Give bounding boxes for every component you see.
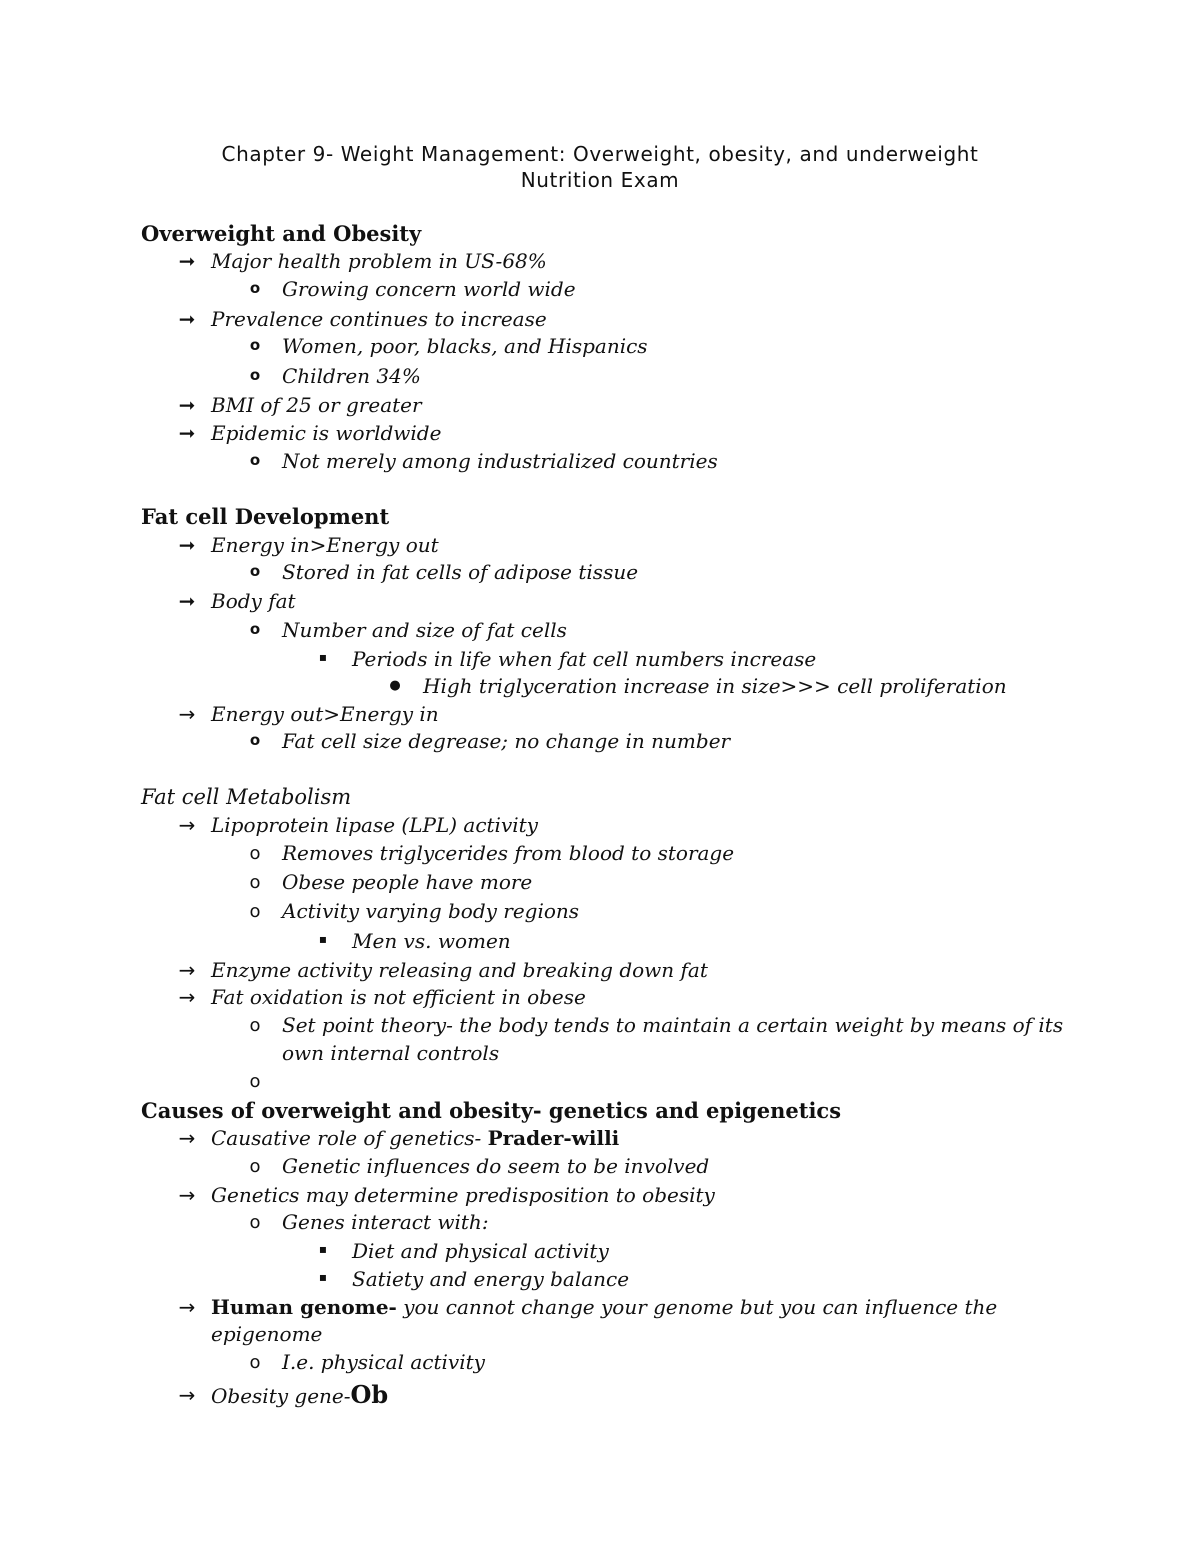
- arrow-bullet-icon: →: [178, 1183, 196, 1207]
- section-heading: Fat cell Metabolism: [141, 785, 352, 809]
- square-bullet-icon: ▪: [318, 650, 328, 664]
- list-item: Removes triglycerides from blood to storage: [282, 841, 735, 865]
- circle-bullet-icon: o: [249, 1352, 261, 1373]
- list-item: Set point theory- the body tends to maintain a certain weight by means of its: [282, 1013, 1064, 1037]
- circle-bullet-icon: o: [249, 872, 261, 893]
- arrow-bullet-icon: ➞: [178, 533, 196, 557]
- arrow-bullet-icon: →: [178, 813, 196, 837]
- list-item: Children 34%: [282, 364, 421, 388]
- circle-bullet-icon: o: [249, 1212, 261, 1233]
- ob-gene-term: Ob: [350, 1380, 389, 1409]
- arrow-bullet-icon: →: [178, 702, 196, 726]
- list-item: [211, 1380, 388, 1409]
- section-heading: Causes of overweight and obesity- genetics and epigenetics: [141, 1098, 842, 1123]
- list-item: Stored in fat cells of adipose tissue: [282, 560, 639, 584]
- list-item: Satiety and energy balance: [352, 1267, 630, 1291]
- circle-bullet-icon: o: [249, 1071, 261, 1092]
- circle-bullet-icon: o: [249, 1156, 261, 1177]
- square-bullet-icon: ▪: [318, 932, 328, 946]
- list-item: Periods in life when fat cell numbers increase: [352, 647, 817, 671]
- document-subtitle: Nutrition Exam: [520, 168, 680, 192]
- arrow-bullet-icon: →: [178, 1126, 196, 1150]
- prader-willi-term: Prader-willi: [487, 1126, 620, 1150]
- list-item: Women, poor, blacks, and Hispanics: [282, 334, 648, 358]
- list-item: BMI of 25 or greater: [211, 393, 422, 417]
- arrow-bullet-icon: ➞: [178, 393, 196, 417]
- list-item-continuation: epigenome: [211, 1322, 323, 1346]
- arrow-bullet-icon: →: [178, 958, 196, 982]
- arrow-bullet-icon: ➞: [178, 421, 196, 445]
- human-genome-term: Human genome-: [211, 1295, 397, 1319]
- circle-bullet-icon: o: [249, 620, 261, 638]
- circle-bullet-icon: o: [249, 366, 261, 384]
- square-bullet-icon: ▪: [318, 1242, 328, 1256]
- list-item: Body fat: [211, 589, 296, 613]
- list-item: Activity varying body regions: [282, 899, 580, 923]
- list-item: Lipoprotein lipase (LPL) activity: [211, 813, 538, 837]
- arrow-bullet-icon: →: [178, 1295, 196, 1319]
- list-item: Enzyme activity releasing and breaking down fat: [211, 958, 708, 982]
- list-item: Not merely among industrialized countries: [282, 449, 718, 473]
- circle-bullet-icon: o: [249, 731, 261, 749]
- list-item: Fat cell size degrease; no change in number: [282, 729, 731, 753]
- list-item: Energy out>Energy in: [211, 702, 439, 726]
- list-item: Major health problem in US-68%: [211, 249, 547, 273]
- list-item-continuation: own internal controls: [282, 1041, 500, 1065]
- arrow-bullet-icon: →: [178, 985, 196, 1009]
- list-item: Genetic influences do seem to be involved: [282, 1154, 710, 1178]
- list-item: Diet and physical activity: [352, 1239, 609, 1263]
- list-item: Prevalence continues to increase: [211, 307, 547, 331]
- list-item: Number and size of fat cells: [282, 618, 567, 642]
- circle-bullet-icon: o: [249, 336, 261, 354]
- circle-bullet-icon: o: [249, 562, 261, 580]
- list-item: I.e. physical activity: [282, 1350, 485, 1374]
- dot-bullet-icon: ●: [389, 678, 401, 693]
- list-item: High triglyceration increase in size>>> cell proliferation: [423, 674, 1007, 698]
- list-item: Obese people have more: [282, 870, 533, 894]
- arrow-bullet-icon: →: [178, 1383, 196, 1407]
- list-item-text: Obesity gene-: [211, 1384, 351, 1408]
- section-heading: Overweight and Obesity: [141, 221, 422, 246]
- list-item-text: you cannot change your genome but you can influence the: [396, 1295, 998, 1319]
- list-item: Energy in>Energy out: [211, 533, 439, 557]
- circle-bullet-icon: o: [249, 451, 261, 469]
- list-item: Fat oxidation is not efficient in obese: [211, 985, 586, 1009]
- arrow-bullet-icon: ➞: [178, 589, 196, 613]
- list-item: Epidemic is worldwide: [211, 421, 442, 445]
- list-item: Genes interact with:: [282, 1210, 489, 1234]
- list-item-text: Causative role of genetics-: [211, 1126, 488, 1150]
- list-item: [211, 1295, 997, 1319]
- square-bullet-icon: ▪: [318, 1270, 328, 1284]
- document-title: Chapter 9- Weight Management: Overweight, obesity, and underweight: [221, 142, 979, 166]
- list-item: [211, 1126, 619, 1150]
- arrow-bullet-icon: ➞: [178, 249, 196, 273]
- section-heading: Fat cell Development: [141, 504, 390, 529]
- circle-bullet-icon: o: [249, 901, 261, 922]
- circle-bullet-icon: o: [249, 279, 261, 297]
- circle-bullet-icon: o: [249, 1015, 261, 1036]
- circle-bullet-icon: o: [249, 843, 261, 864]
- list-item: Genetics may determine predisposition to obesity: [211, 1183, 715, 1207]
- list-item: Growing concern world wide: [282, 277, 576, 301]
- list-item: Men vs. women: [352, 929, 511, 953]
- arrow-bullet-icon: ➞: [178, 307, 196, 331]
